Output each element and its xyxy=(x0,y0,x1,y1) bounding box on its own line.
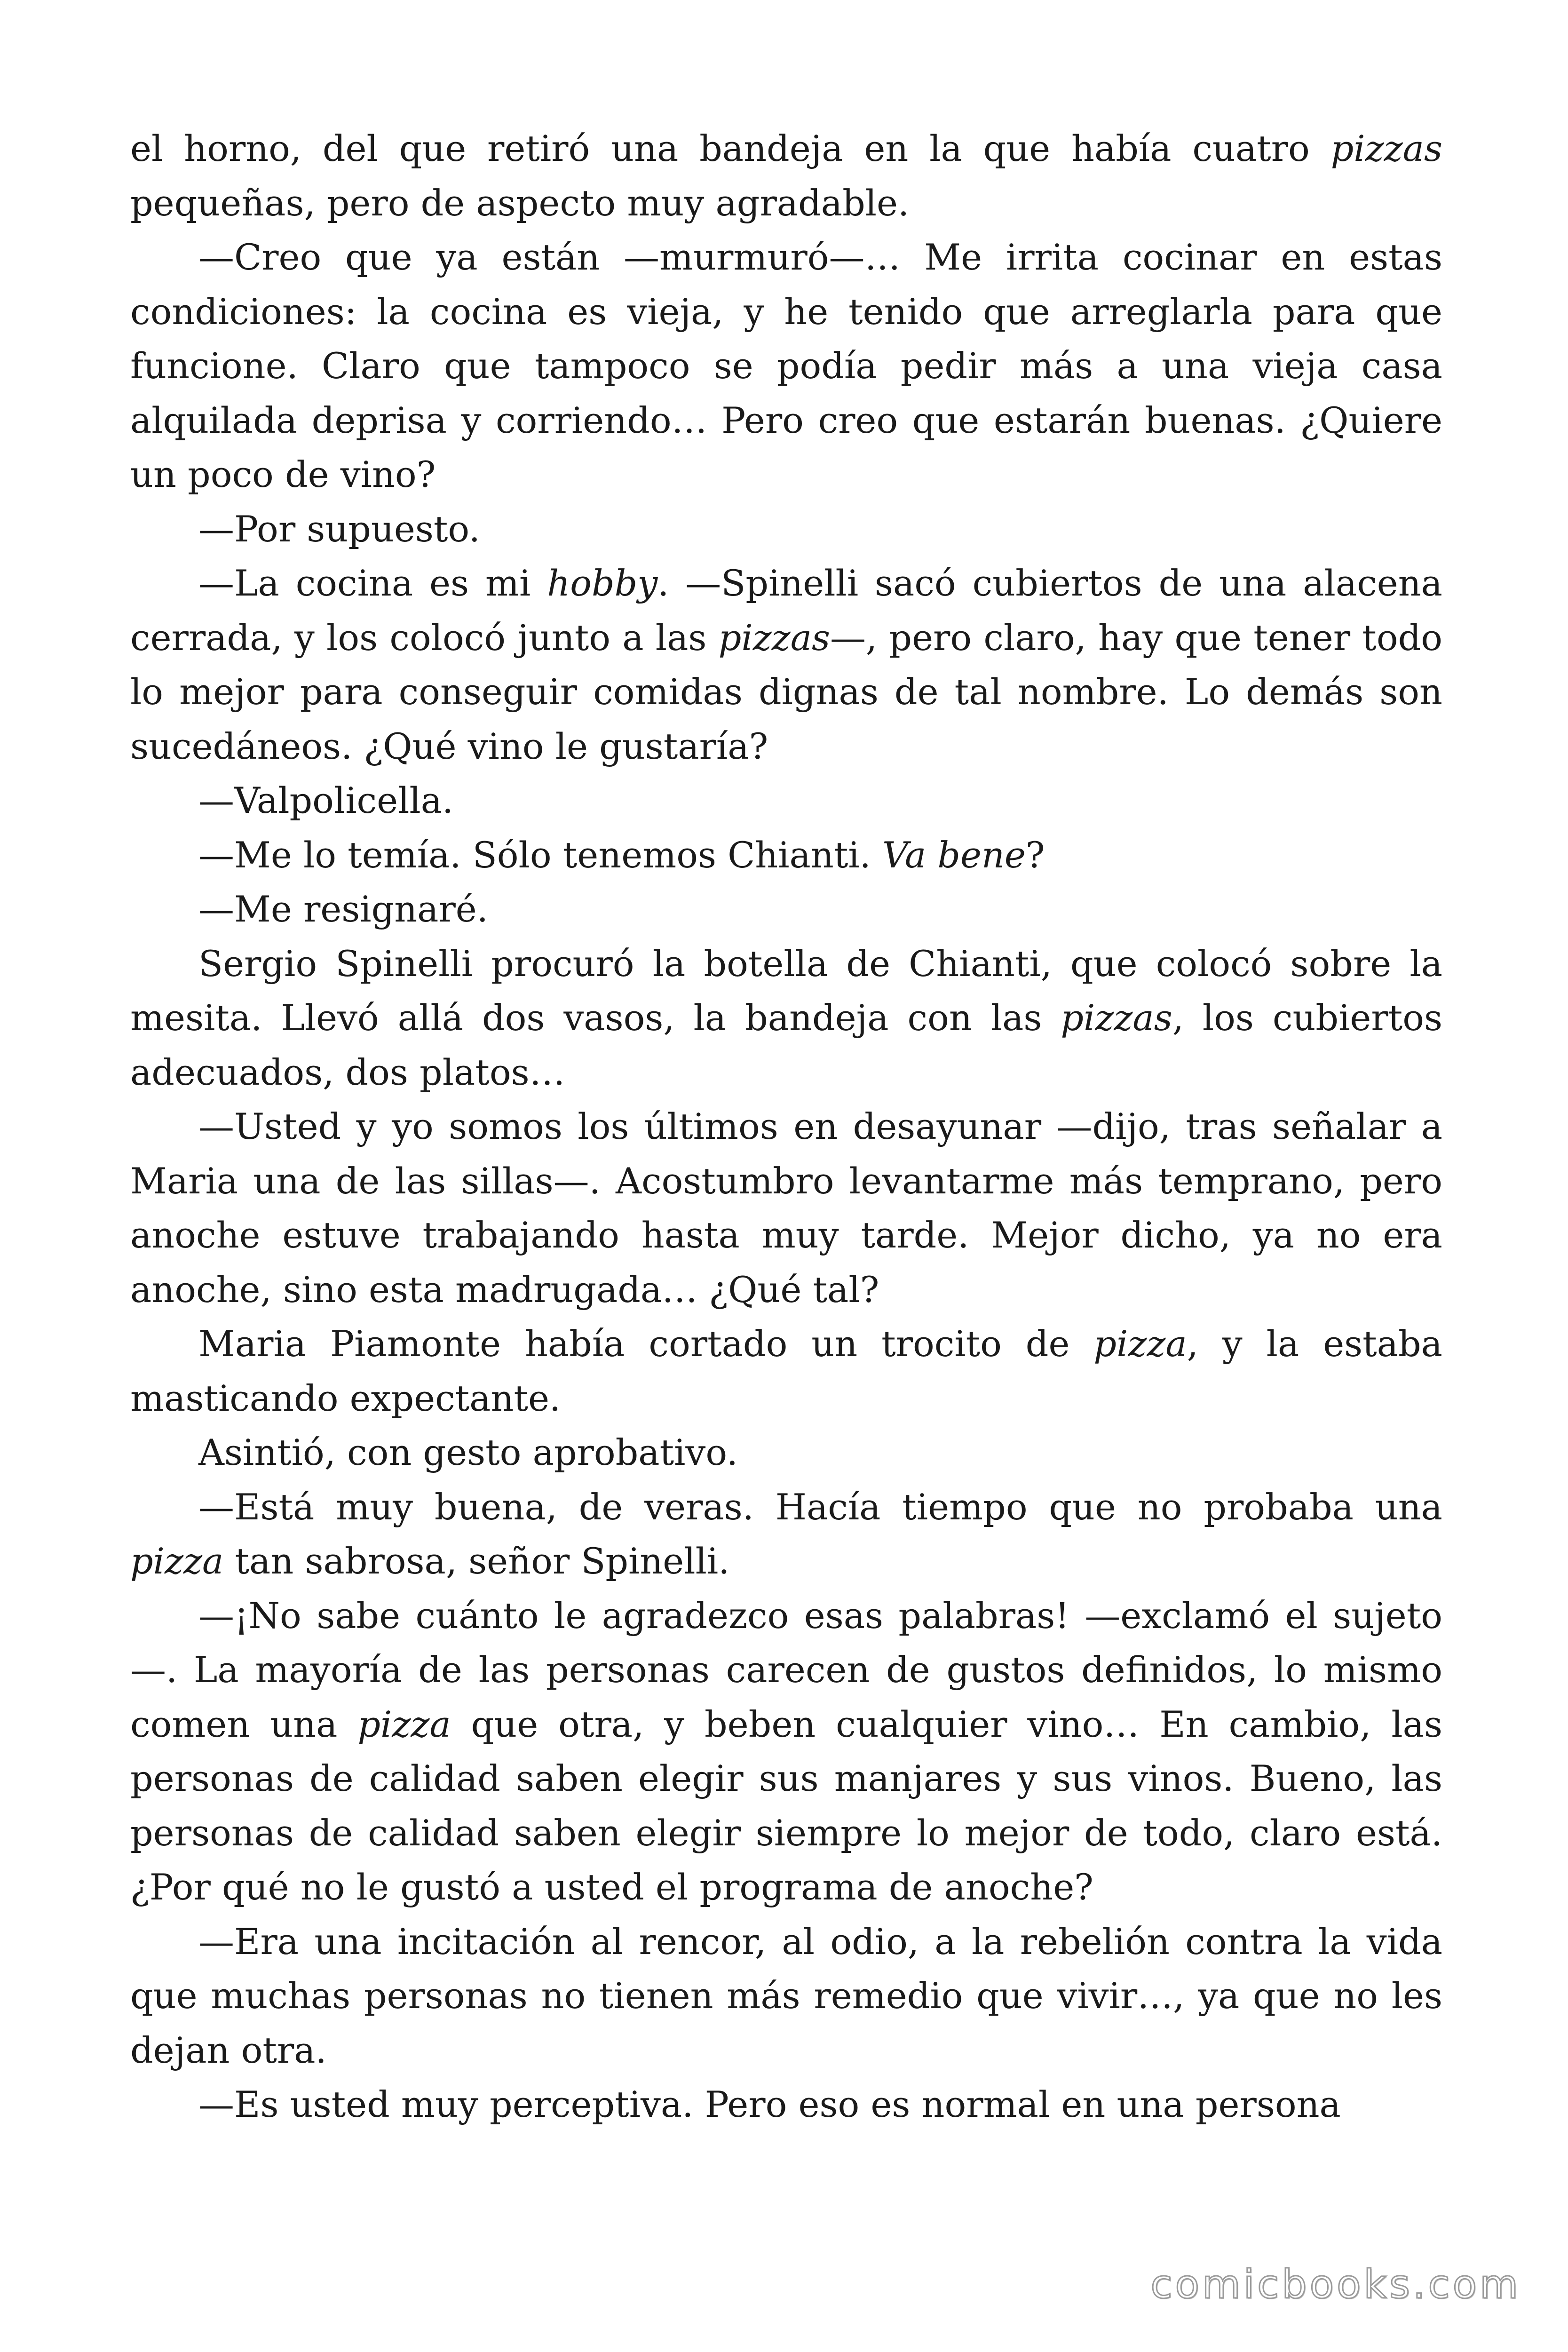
italic-text: pizzas xyxy=(718,616,831,659)
paragraph xyxy=(130,773,1442,828)
body-text xyxy=(130,121,1442,2132)
text-run: , y la estaba masticando expectante. xyxy=(130,1323,1442,1419)
italic-text: pizzas xyxy=(1061,997,1172,1039)
text-run: —, pero claro, hay que tener todo lo mejor para conseguir comidas dignas de tal nombre. Lo demás son sucedáneos. ¿Qué vino le gustaría? xyxy=(130,616,1442,767)
text-run: —¡No sabe cuánto le agradezco esas palabras! —exclamó el sujeto—. La mayoría de las personas carecen de gustos definidos, lo mismo comen una xyxy=(130,1594,1442,1745)
text-run: , los cubiertos adecuados, dos platos… xyxy=(130,997,1442,1093)
paragraph xyxy=(130,1480,1442,1589)
italic-text: Va bene xyxy=(882,834,1026,876)
paragraph xyxy=(130,2077,1442,2132)
paragraph xyxy=(130,1317,1442,1425)
text-run: Sergio Spinelli procuró la botella de Chianti, que colocó sobre la mesita. Llevó allá dos vasos, la bandeja con las xyxy=(130,942,1442,1039)
text-run: —Usted y yo somos los últimos en desayunar —dijo, tras señalar a Maria una de las sillas—. Acostumbro levantarme más temprano, pero anoche estuve trabajando hasta muy tarde. Mejor dicho, ya no era anoche, sino esta madrugada… ¿Qué tal? xyxy=(130,1105,1442,1311)
paragraph xyxy=(130,230,1442,502)
text-run: —Valpolicella. xyxy=(198,779,454,821)
text-run: —Me lo temía. Sólo tenemos Chianti. xyxy=(198,834,882,876)
paragraph xyxy=(130,937,1442,1100)
watermark-logo: comicbooks.com xyxy=(1150,2261,1521,2307)
italic-text: pizza xyxy=(1093,1323,1187,1365)
paragraph xyxy=(130,828,1442,882)
text-run: pequeñas, pero de aspecto muy agradable. xyxy=(130,182,910,224)
text-run: —La cocina es mi xyxy=(198,562,547,604)
italic-text: hobby xyxy=(547,562,658,604)
text-run: que otra, y beben cualquier vino… En cambio, las personas de calidad saben elegir sus manjares y sus vinos. Bueno, las personas de calidad saben elegir siempre lo mejor de todo, claro está. ¿Por qué no le gustó a usted el programa de anoche? xyxy=(130,1703,1442,1908)
text-run: —Me resignaré. xyxy=(198,888,488,930)
italic-text: pizzas xyxy=(1330,127,1442,169)
paragraph xyxy=(130,121,1442,230)
paragraph xyxy=(130,882,1442,937)
paragraph xyxy=(130,1425,1442,1480)
text-run: el horno, del que retiró una bandeja en la que había cuatro xyxy=(130,127,1331,169)
text-run: —Está muy buena, de veras. Hacía tiempo que no probaba una xyxy=(198,1486,1442,1528)
text-run: . —Spinelli sacó cubiertos de una alacena cerrada, y los colocó junto a las xyxy=(130,562,1442,659)
text-run: Maria Piamonte había cortado un trocito de xyxy=(198,1323,1094,1365)
paragraph xyxy=(130,1915,1442,2078)
text-run: —Es usted muy perceptiva. Pero eso es normal en una persona xyxy=(198,2083,1341,2125)
italic-text: pizza xyxy=(130,1540,224,1582)
italic-text: pizza xyxy=(357,1703,451,1745)
paragraph xyxy=(130,1099,1442,1317)
paragraph xyxy=(130,556,1442,773)
text-run: tan sabrosa, señor Spinelli. xyxy=(223,1540,730,1582)
text-run: —Era una incitación al rencor, al odio, a la rebelión contra la vida que muchas personas no tienen más remedio que vivir…, ya que no les dejan otra. xyxy=(130,1920,1442,2071)
text-run: —Creo que ya están —murmuró—… Me irrita cocinar en estas condiciones: la cocina es vieja, y he tenido que arreglarla para que funcione. Claro que tampoco se podía pedir más a una vieja casa alquilada deprisa y corriendo… Pero creo que estarán buenas. ¿Quiere un poco de vino? xyxy=(130,236,1442,495)
text-run: —Por supuesto. xyxy=(198,508,480,550)
paragraph xyxy=(130,502,1442,556)
text-run: Asintió, con gesto aprobativo. xyxy=(198,1431,738,1473)
text-run: ? xyxy=(1025,834,1045,876)
paragraph xyxy=(130,1589,1442,1915)
